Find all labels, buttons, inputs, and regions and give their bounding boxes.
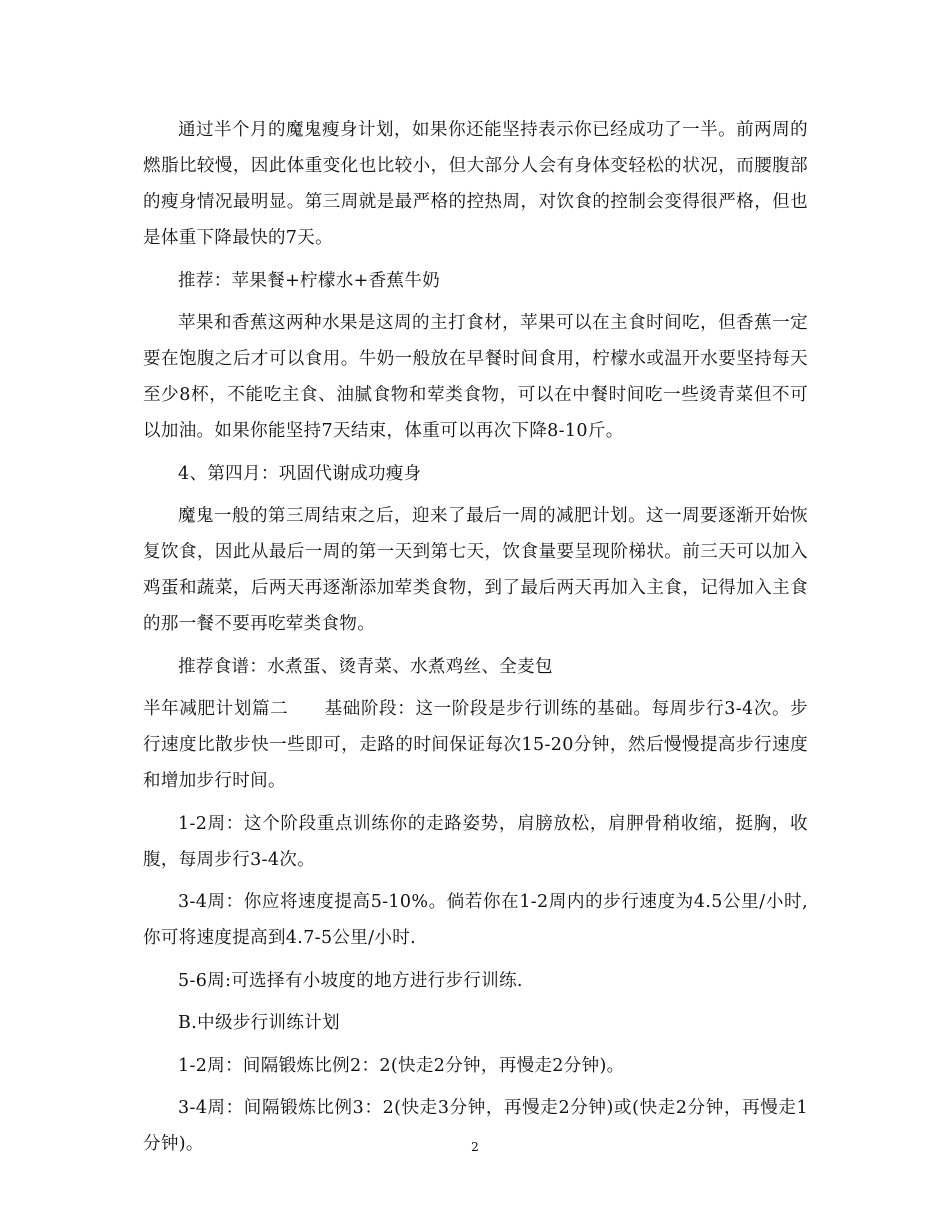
paragraph: 3-4周：你应将速度提高5-10%。倘若你在1-2周内的步行速度为4.5公里/小时,你可将速度提高到4.7-5公里/小时. <box>143 892 808 948</box>
section-heading: 4、第四月：巩固代谢成功瘦身 <box>178 463 422 484</box>
paragraph: 半年减肥计划篇二 基础阶段：这一阶段是步行训练的基础。每周步行3-4次。步行速度比散步快一些即可，走路的时间保证每次15-20分钟，然后慢慢提高步行速度和增加步行时间。 <box>143 699 808 791</box>
body-text <box>143 112 808 1169</box>
recipe-recommendation-line: 推荐食谱：水煮蛋、烫青菜、水煮鸡丝、全麦包 <box>178 656 553 677</box>
paragraph: 3-4周：间隔锻炼比例3：2(快走3分钟，再慢走2分钟)或(快走2分钟，再慢走1分钟)。 <box>143 1098 808 1154</box>
page-number: 2 <box>471 1140 479 1154</box>
paragraph: 1-2周：这个阶段重点训练你的走路姿势，肩膀放松，肩胛骨稍收缩，挺胸，收腹，每周步行3-4次。 <box>143 813 808 870</box>
subsection-heading: B.中级步行训练计划 <box>178 1013 340 1033</box>
paragraph: 魔鬼一般的第三周结束之后，迎来了最后一周的减肥计划。这一周要逐渐开始恢复饮食，因此从最后一周的第一天到第七天，饮食量要呈现阶梯状。前三天可以加入鸡蛋和蔬菜，后两天再逐渐添加荤类食物，到了最后两天再加入主食，记得加入主食的那一餐不要再吃荤类食物。 <box>143 506 808 634</box>
recommendation-line: 推荐：苹果餐+柠檬水+香蕉牛奶 <box>178 270 441 291</box>
paragraph: 通过半个月的魔鬼瘦身计划，如果你还能坚持表示你已经成功了一半。前两周的燃脂比较慢，因此体重变化也比较小，但大部分人会有身体变轻松的状况，而腰腹部的瘦身情况最明显。第三周就是最严格的控热周，对饮食的控制会变得很严格，但也是体重下降最快的7天。 <box>143 120 808 248</box>
paragraph: 苹果和香蕉这两种水果是这周的主打食材，苹果可以在主食时间吃，但香蕉一定要在饱腹之后才可以食用。牛奶一般放在早餐时间食用，柠檬水或温开水要坚持每天至少8杯，不能吃主食、油腻食物和荤类食物，可以在中餐时间吃一些烫青菜但不可以加油。如果你能坚持7天结束，体重可以再次下降8-10斤。 <box>143 313 808 441</box>
paragraph: 5-6周:可选择有小坡度的地方进行步行训练. <box>178 970 523 991</box>
paragraph: 1-2周：间隔锻炼比例2：2(快走2分钟，再慢走2分钟)。 <box>178 1055 625 1076</box>
